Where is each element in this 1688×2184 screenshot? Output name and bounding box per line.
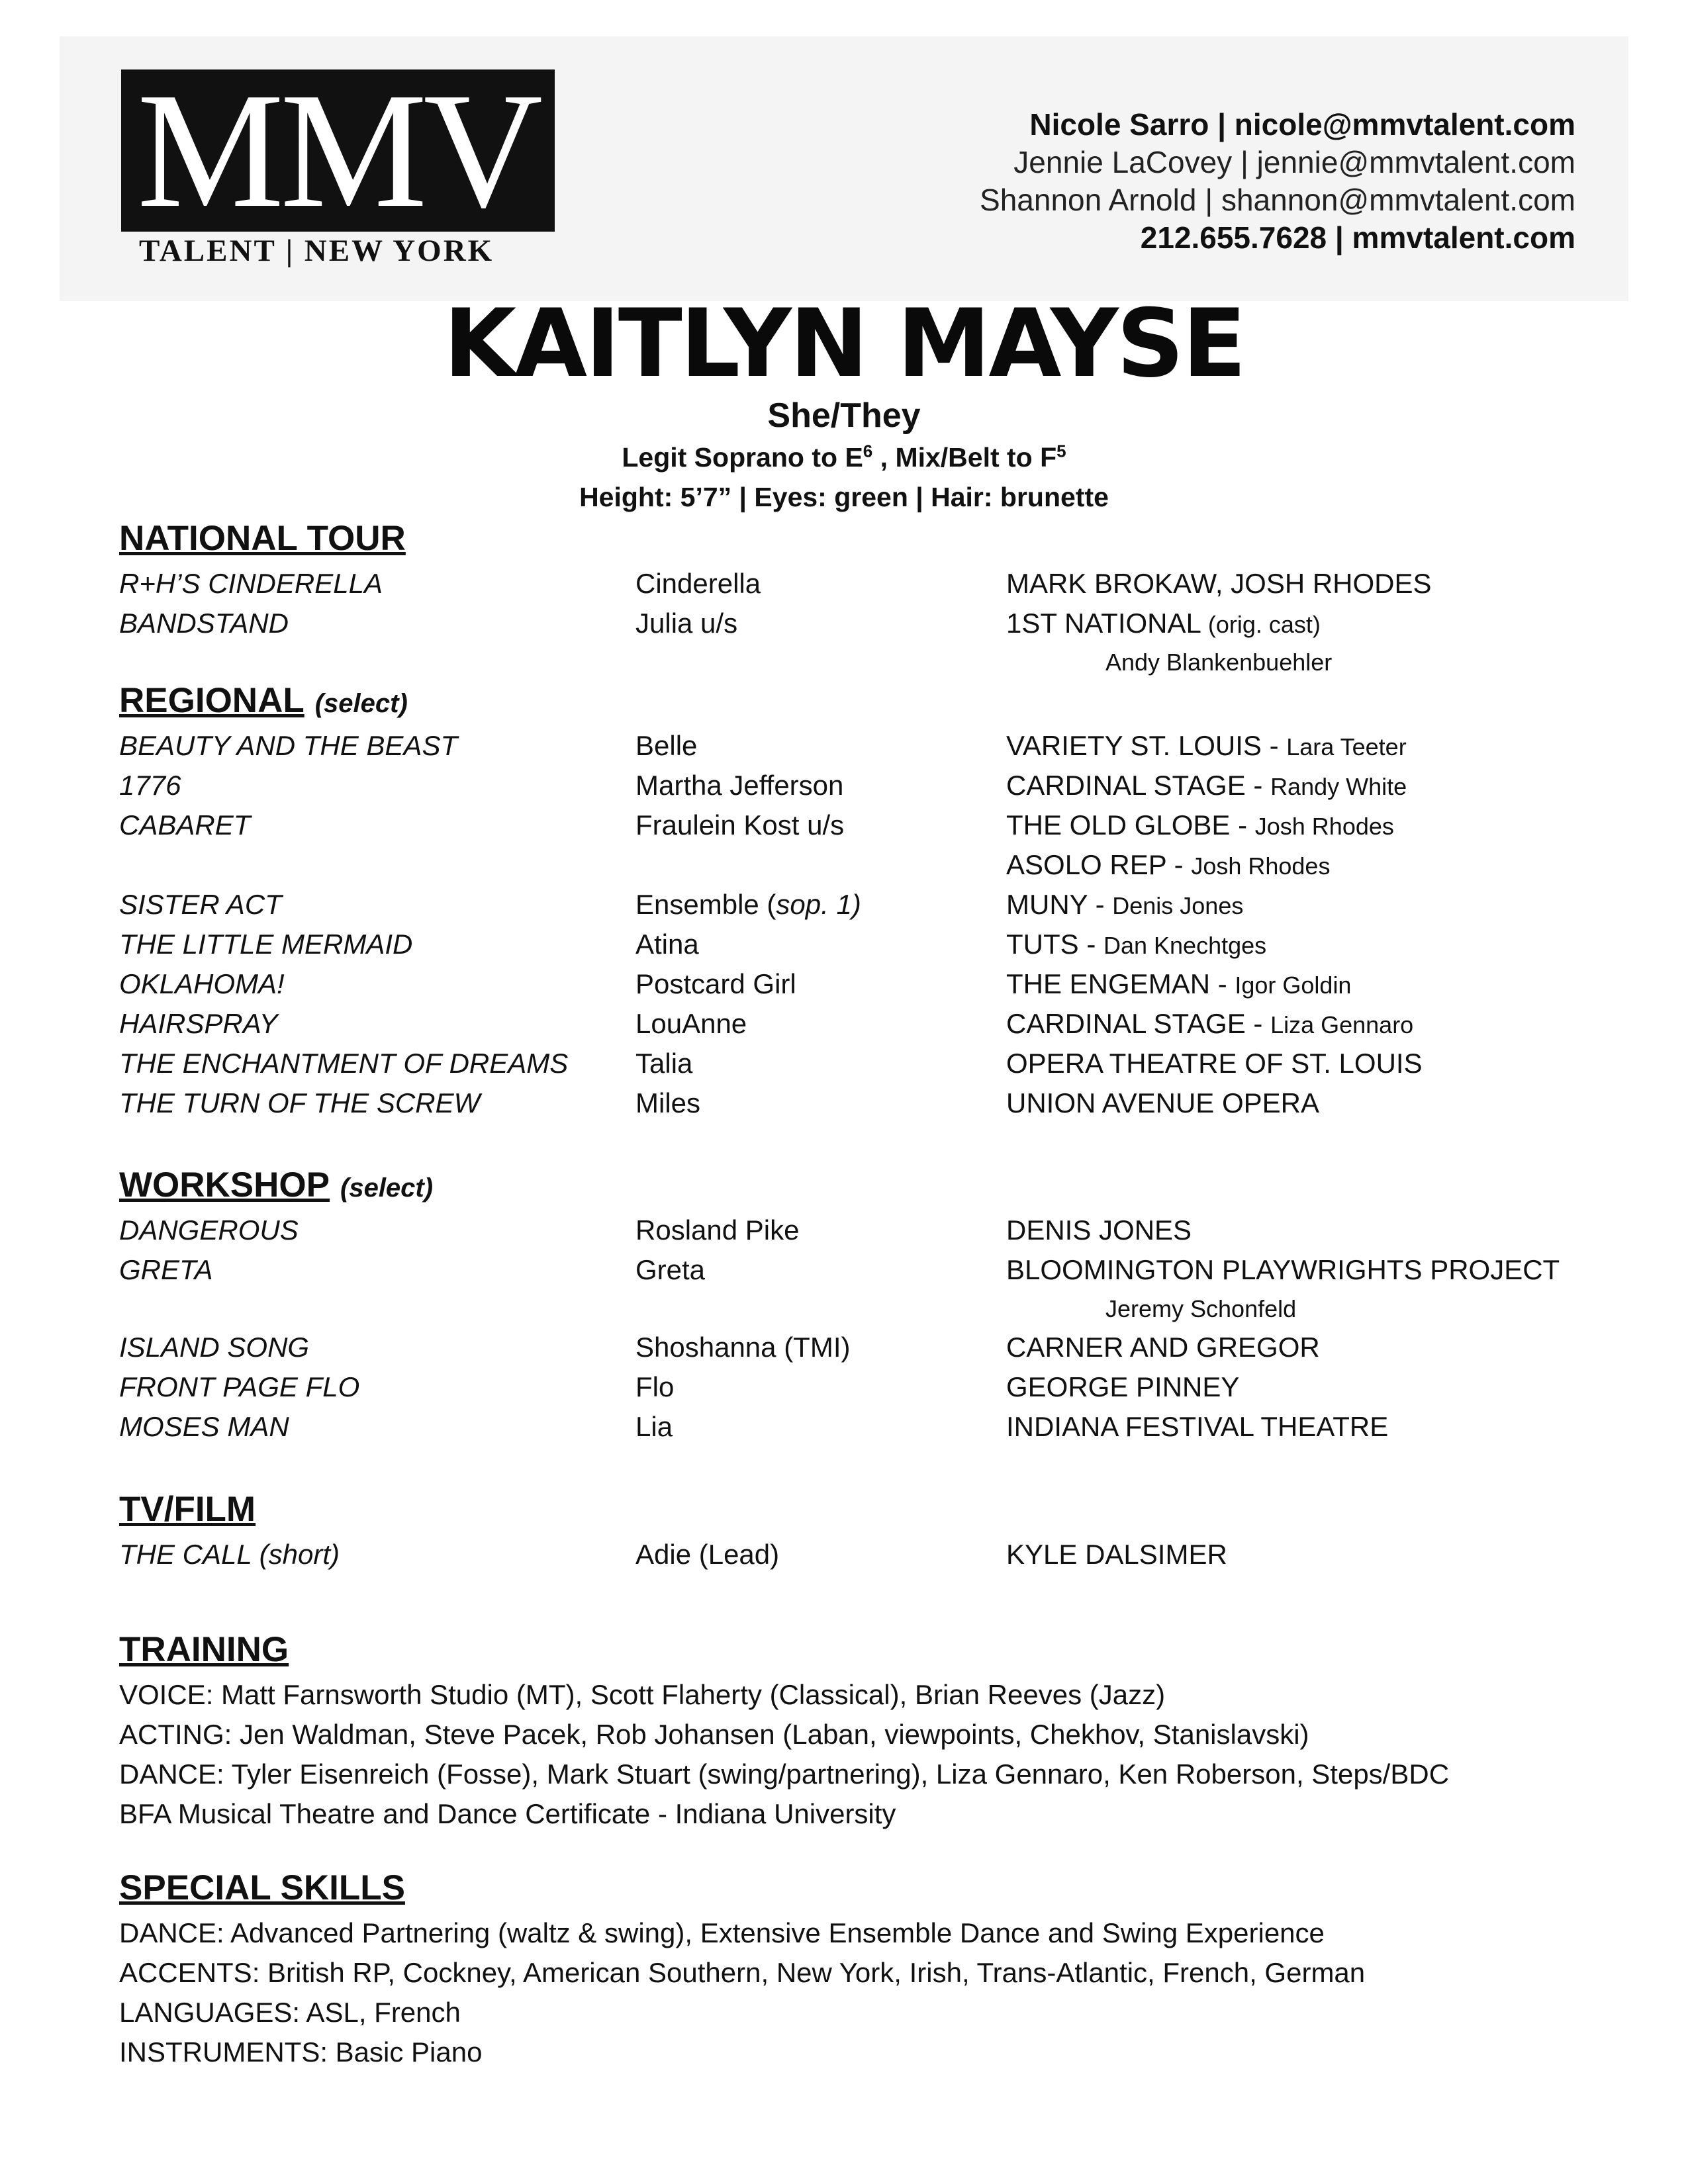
- role: Julia u/s: [635, 608, 738, 639]
- role: Flo: [635, 1371, 675, 1402]
- pronouns: She/They: [767, 396, 921, 435]
- role: Fraulein Kost u/s: [635, 809, 845, 841]
- credit-row: [0, 770, 1688, 809]
- show-title: THE ENCHANTMENT OF DREAMS: [119, 1048, 569, 1079]
- role-voice-part: sop. 1): [776, 889, 861, 920]
- company: KYLE DALSIMER: [1006, 1539, 1227, 1570]
- credit-row: [0, 1332, 1688, 1371]
- show-title: THE LITTLE MERMAID: [119, 929, 413, 960]
- agent-line: Jennie LaCovey | jennie@mmvtalent.com: [1013, 145, 1575, 179]
- show-title: ISLAND SONG: [119, 1332, 310, 1363]
- agency-logo: MMV: [121, 69, 555, 232]
- role: Atina: [635, 929, 699, 960]
- superscript: 6: [863, 441, 873, 461]
- company-name: 1ST NATIONAL: [1006, 608, 1201, 639]
- company-name: TUTS -: [1006, 929, 1103, 960]
- section-title-text: REGIONAL: [119, 681, 305, 720]
- show-title: CABARET: [119, 809, 251, 841]
- show-title: GRETA: [119, 1254, 213, 1285]
- skills-line: LANGUAGES: ASL, French: [119, 1997, 461, 2028]
- section-title-training: TRAINING: [119, 1630, 289, 1669]
- company-note: (orig. cast): [1201, 611, 1321, 638]
- director: Randy White: [1270, 773, 1407, 800]
- show-title: OKLAHOMA!: [119, 968, 285, 999]
- credit-row: [0, 1254, 1688, 1294]
- company: UNION AVENUE OPERA: [1006, 1087, 1319, 1118]
- company: BLOOMINGTON PLAYWRIGHTS PROJECT: [1006, 1254, 1560, 1285]
- section-title-text: WORKSHOP: [119, 1165, 330, 1205]
- company-name: VARIETY ST. LOUIS -: [1006, 730, 1287, 761]
- director: Liza Gennaro: [1270, 1011, 1414, 1038]
- credit-row: [0, 568, 1688, 608]
- physical-stats: Height: 5’7” | Eyes: green | Hair: brunette: [579, 482, 1109, 512]
- director: Josh Rhodes: [1191, 852, 1331, 880]
- role: Rosland Pike: [635, 1214, 800, 1246]
- role: Belle: [635, 730, 698, 761]
- role: LouAnne: [635, 1008, 747, 1039]
- company: DENIS JONES: [1006, 1214, 1192, 1246]
- company: [1006, 608, 1321, 639]
- company: CARNER AND GREGOR: [1006, 1332, 1320, 1363]
- credit-row: [0, 968, 1688, 1008]
- show-title: R+H’S CINDERELLA: [119, 568, 383, 599]
- show-title: BANDSTAND: [119, 608, 289, 639]
- company: GEORGE PINNEY: [1006, 1371, 1240, 1402]
- select-label: (select): [314, 689, 408, 718]
- director: Lara Teeter: [1286, 733, 1407, 760]
- section-title-workshop: [119, 1165, 433, 1205]
- role: Miles: [635, 1087, 701, 1118]
- choreographer-note: Andy Blankenbuehler: [1105, 649, 1333, 676]
- credit-row: [0, 1214, 1688, 1254]
- company-name: CARDINAL STAGE -: [1006, 1008, 1271, 1039]
- skills-line: ACCENTS: British RP, Cockney, American Southern, New York, Irish, Trans-Atlantic, French, German: [119, 1957, 1366, 1988]
- show-title: HAIRSPRAY: [119, 1008, 278, 1039]
- show-title: SISTER ACT: [119, 889, 282, 920]
- show-title: DANGEROUS: [119, 1214, 299, 1246]
- agency-phone-web: 212.655.7628 | mmvtalent.com: [1140, 220, 1575, 255]
- role: Postcard Girl: [635, 968, 796, 999]
- role: Talia: [635, 1048, 693, 1079]
- performer-name: KAITLYN MAYSE: [444, 289, 1244, 398]
- company: [1006, 929, 1266, 960]
- show-title: BEAUTY AND THE BEAST: [119, 730, 458, 761]
- section-title-special-skills: SPECIAL SKILLS: [119, 1868, 405, 1907]
- credit-row: [0, 1008, 1688, 1048]
- company: [1006, 849, 1330, 881]
- role: Greta: [635, 1254, 706, 1285]
- company: [1006, 770, 1407, 801]
- company: INDIANA FESTIVAL THEATRE: [1006, 1411, 1389, 1442]
- role: Martha Jefferson: [635, 770, 844, 801]
- credit-row: [0, 1087, 1688, 1127]
- company: MARK BROKAW, JOSH RHODES: [1006, 568, 1432, 599]
- credit-row: [0, 849, 1688, 889]
- credit-row: [0, 1048, 1688, 1087]
- training-line: ACTING: Jen Waldman, Steve Pacek, Rob Johansen (Laban, viewpoints, Chekhov, Stanislavski): [119, 1719, 1309, 1750]
- company-name: CARDINAL STAGE -: [1006, 770, 1271, 801]
- company-name: THE ENGEMAN -: [1006, 968, 1235, 999]
- credit-row: [0, 1371, 1688, 1411]
- company: [1006, 889, 1243, 921]
- vocal-range-text: , Mix/Belt to F: [872, 442, 1057, 473]
- credit-row: [0, 730, 1688, 770]
- show-title: 1776: [119, 770, 181, 801]
- credit-row: [0, 1411, 1688, 1451]
- skills-line: DANCE: Advanced Partnering (waltz & swing), Extensive Ensemble Dance and Swing Experience: [119, 1917, 1325, 1948]
- director: Josh Rhodes: [1254, 813, 1394, 840]
- agent-line: Nicole Sarro | nicole@mmvtalent.com: [1029, 107, 1575, 142]
- show-title: THE TURN OF THE SCREW: [119, 1087, 481, 1118]
- director: Denis Jones: [1112, 892, 1244, 919]
- section-title-tv-film: TV/FILM: [119, 1490, 256, 1529]
- credit-row: [0, 889, 1688, 929]
- show-title: MOSES MAN: [119, 1411, 289, 1442]
- role: Shoshanna (TMI): [635, 1332, 851, 1363]
- agent-line: Shannon Arnold | shannon@mmvtalent.com: [980, 183, 1575, 217]
- vocal-range-text: Legit Soprano to E: [622, 442, 863, 473]
- section-title-regional: [119, 680, 408, 721]
- credit-row: [0, 608, 1688, 647]
- company: [1006, 809, 1394, 841]
- credit-row: [0, 1539, 1688, 1578]
- agent-contacts: [847, 106, 1575, 257]
- company-name: ASOLO REP -: [1006, 849, 1192, 880]
- company-name: THE OLD GLOBE -: [1006, 809, 1255, 841]
- role: [635, 889, 861, 921]
- director: Dan Knechtges: [1103, 932, 1267, 959]
- vocal-range: [0, 442, 1688, 473]
- role-text: Ensemble (: [635, 889, 776, 920]
- training-line: VOICE: Matt Farnsworth Studio (MT), Scott Flaherty (Classical), Brian Reeves (Jazz): [119, 1679, 1166, 1710]
- company: [1006, 1008, 1413, 1040]
- role: Adie (Lead): [635, 1539, 780, 1570]
- show-title: FRONT PAGE FLO: [119, 1371, 360, 1402]
- company: OPERA THEATRE OF ST. LOUIS: [1006, 1048, 1423, 1079]
- training-line: DANCE: Tyler Eisenreich (Fosse), Mark Stuart (swing/partnering), Liza Gennaro, Ken Roberson, Steps/BDC: [119, 1758, 1450, 1790]
- section-title-national-tour: NATIONAL TOUR: [119, 519, 406, 558]
- credit-row: [0, 929, 1688, 968]
- role: Lia: [635, 1411, 673, 1442]
- director: Igor Goldin: [1235, 972, 1352, 999]
- writer-note: Jeremy Schonfeld: [1105, 1295, 1297, 1322]
- credit-row: [0, 809, 1688, 849]
- agency-logo-subtitle: TALENT | NEW YORK: [139, 234, 494, 268]
- show-title: THE CALL (short): [119, 1539, 340, 1570]
- skills-line: INSTRUMENTS: Basic Piano: [119, 2036, 483, 2068]
- superscript: 5: [1056, 441, 1066, 461]
- company: [1006, 968, 1351, 1000]
- select-label: (select): [340, 1173, 434, 1203]
- training-line: BFA Musical Theatre and Dance Certificate - Indiana University: [119, 1798, 896, 1829]
- company: [1006, 730, 1407, 762]
- role: Cinderella: [635, 568, 761, 599]
- company-name: MUNY -: [1006, 889, 1113, 920]
